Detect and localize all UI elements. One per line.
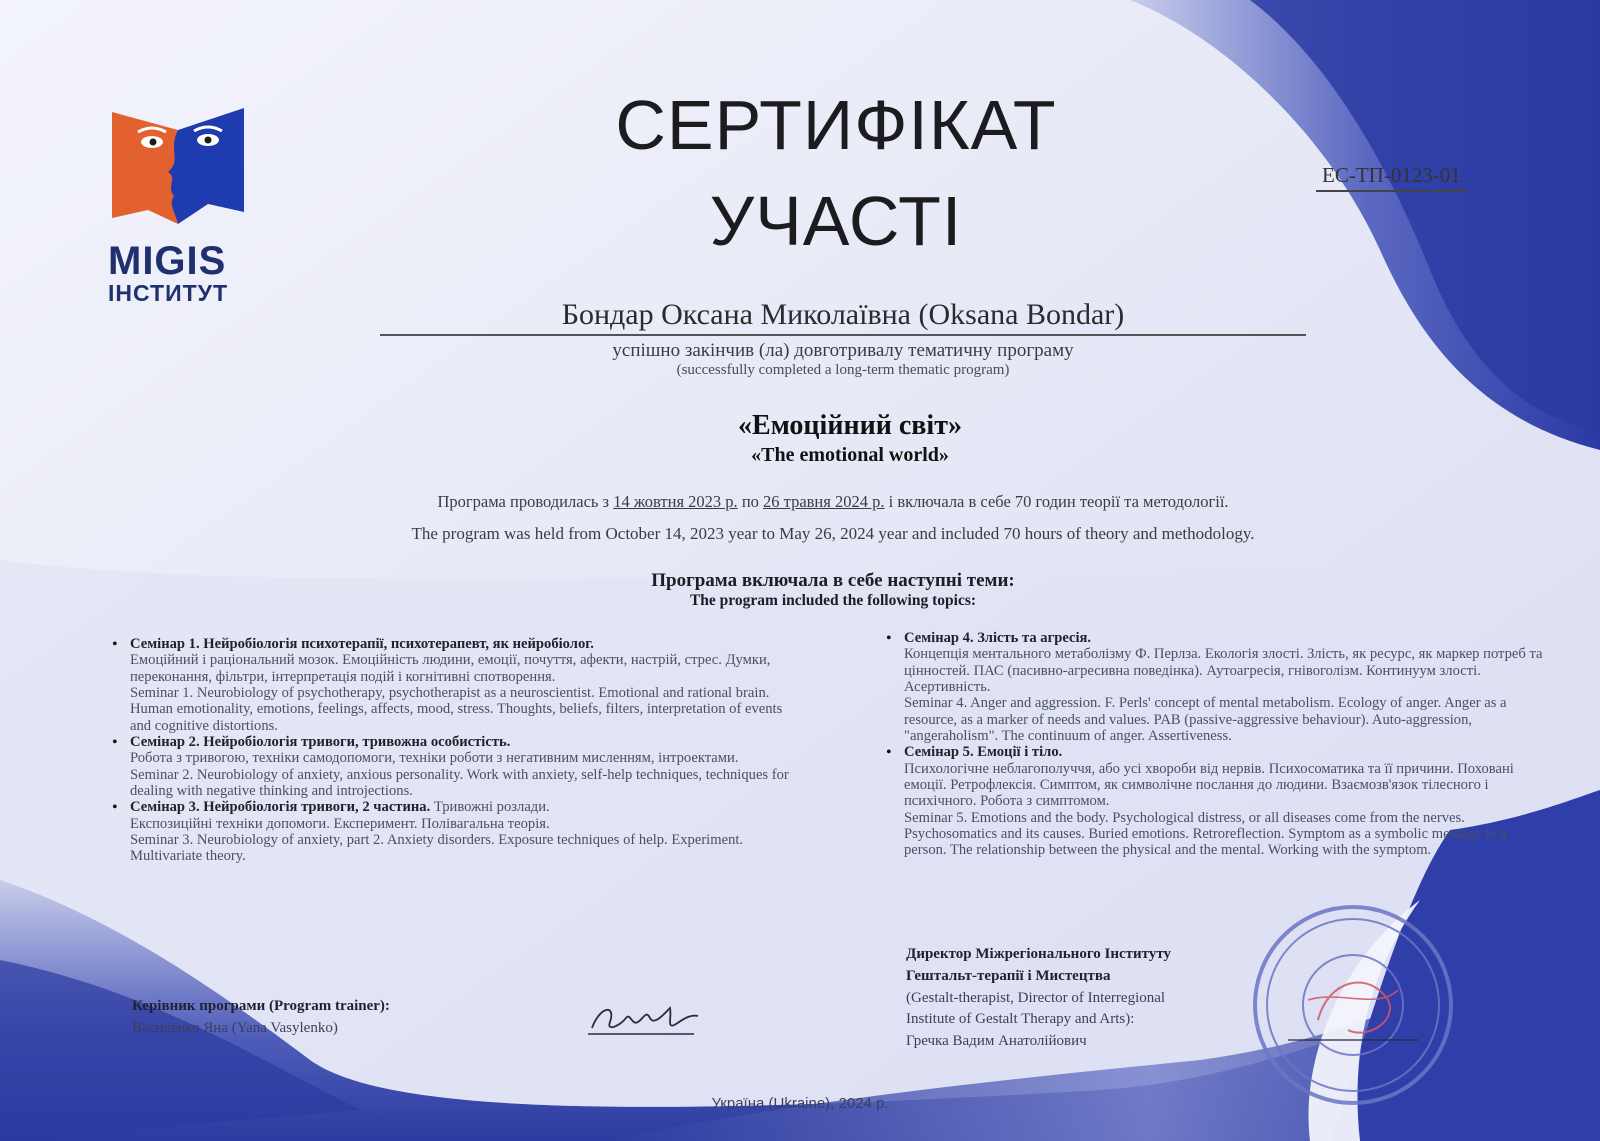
period-prefix: Програма проводилась з	[437, 492, 610, 511]
director-en-line2: Institute of Gestalt Therapy and Arts):	[906, 1011, 1135, 1028]
seminar-title: Семінар 1. Нейробіологія психотерапії, психотерапевт, як нейробіолог.	[130, 636, 594, 652]
seminar-desc-en: Seminar 2. Neurobiology of anxiety, anxious personality. Work with anxiety, self-help techniques, techniques for dealing with negative thinking and introjections.	[130, 766, 789, 800]
seminar-title-suffix: Тривожні розлади.	[433, 799, 550, 816]
bullet-icon: •	[112, 636, 118, 653]
institute-logo	[108, 100, 258, 306]
director-name: Гречка Вадим Анатолійович	[906, 1033, 1087, 1049]
seminar-title: Семінар 3. Нейробіологія тривоги, 2 частина.	[130, 799, 431, 816]
program-title-ua: «Емоційний світ»	[738, 410, 962, 441]
logo-name: MIGIS	[108, 239, 227, 283]
program-period-en: The program was held from October 14, 2023 year to May 26, 2024 year and included 70 hours of theory and methodology.	[411, 524, 1255, 543]
program-title-en: «The emotional world»	[751, 444, 949, 466]
seminar-desc-ua: Експозиційні техніки допомоги. Експеримент. Полівагальна теорія.	[130, 815, 550, 832]
topics-left-column	[110, 636, 790, 865]
director-title-line2: Гештальт-терапії і Мистецтва	[906, 967, 1111, 984]
seminar-desc-ua: Психологічне неблагополуччя, або усі хвороби від нервів. Психосоматика та її причини. Поховані емоції. Ретрофлексія. Симптом, як символічне послання до людини. Взаємозв'язок тілесного і психічного. Робота з симптомом.	[904, 760, 1514, 810]
seminar-desc-ua: Концепція ментального метаболізму Ф. Перлза. Екологія злості. Злість, як ресурс, як маркер потреб та цінностей. ПАС (пасивно-агресивна поведінка). Аутоагресія, гнівоголізм. Континуум злості. Асертивність.	[904, 646, 1543, 696]
period-start-date: 14 жовтня 2023 р.	[613, 492, 738, 511]
seminar-title: Семінар 2. Нейробіологія тривоги, тривожна особистість.	[130, 734, 511, 751]
seminar-title: Семінар 4. Злість та агресія.	[904, 630, 1092, 646]
program-title-block	[500, 410, 1200, 467]
footer-place-date: Україна (Ukraine), 2024 р.	[711, 1095, 889, 1112]
institute-seal-icon	[1248, 900, 1458, 1110]
seminar-item	[110, 734, 790, 799]
bullet-icon: •	[112, 734, 118, 752]
seminar-item	[884, 744, 1544, 858]
trainer-label: Керівник програми (Program trainer):	[132, 998, 390, 1014]
seminar-item	[110, 636, 790, 734]
bullet-icon: •	[112, 799, 118, 817]
period-end-date: 26 травня 2024 р.	[763, 492, 885, 511]
seminar-desc-en: Seminar 5. Emotions and the body. Psychological distress, or all diseases come from the nerves. Psychosomatics and its causes. Buried emotions. Retroreflection. Symptom as a symbolic message to a person. The relationship between the physical and the mental. Working with the symptom.	[904, 809, 1507, 859]
period-suffix: і включала в себе 70 годин теорії та методології.	[888, 492, 1229, 511]
trainer-name: Василенко Яна (Yana Vasylenko)	[132, 1019, 338, 1036]
certificate-number: ЕС-ТП-0123-01	[1316, 163, 1467, 192]
trainer-signature-block	[132, 996, 572, 1040]
certificate-title-line1: СЕРТИФІКАТ	[615, 86, 1057, 164]
period-middle: по	[741, 492, 759, 511]
director-en-line1: (Gestalt-therapist, Director of Interregional	[906, 989, 1166, 1006]
recipient-block	[380, 298, 1306, 379]
seminar-title: Семінар 5. Емоції і тіло.	[904, 744, 1063, 761]
seminar-item	[884, 630, 1544, 744]
seminar-desc-ua: Емоційний і раціональний мозок. Емоційність людини, емоції, почуття, афекти, настрій, стрес. Думки, переконання, фільтри, інтерпретація подій і когнітивні спотворення.	[130, 652, 771, 685]
two-faces-book-logo-icon	[108, 100, 248, 230]
topics-right-column	[884, 630, 1544, 859]
completed-text-en: (successfully completed a long-term thematic program)	[676, 362, 1010, 378]
seminar-desc-en: Seminar 1. Neurobiology of psychotherapy, psychotherapist as a neuroscientist. Emotional and rational brain. Human emotionality, emotions, feelings, affects, mood, stress. Thoughts, beliefs, filters, interpretation of events and cognitive distortions.	[130, 685, 783, 734]
program-period-ua	[200, 492, 1466, 512]
seminar-item	[110, 799, 790, 864]
director-title-line1: Директор Міжрегіонального Інституту	[906, 946, 1171, 962]
seminar-desc-en: Seminar 4. Anger and aggression. F. Perls' concept of mental metabolism. Ecology of anger. Anger as a resource, as a marker of needs and values. PAB (passive-aggressive behaviour). Auto-aggression, "angeraholism". The continuum of anger. Assertiveness.	[904, 695, 1507, 745]
topics-heading	[450, 570, 1216, 610]
director-signature-block	[906, 944, 1286, 1053]
trainer-signature-icon	[586, 996, 706, 1042]
seminar-desc-en: Seminar 3. Neurobiology of anxiety, part 2. Anxiety disorders. Exposure techniques of help. Experiment. Multivariate theory.	[130, 832, 744, 865]
topics-heading-en: The program included the following topics:	[689, 592, 977, 609]
bullet-icon: •	[886, 630, 892, 647]
logo-subtitle: ІНСТИТУТ	[108, 280, 229, 306]
completed-text-ua: успішно закінчив (ла) довготривалу тематичну програму	[612, 340, 1074, 361]
seminar-desc-ua: Робота з тривогою, техніки самодопомоги, техніки роботи з негативним мисленням, інтроектами.	[130, 750, 739, 767]
recipient-name: Бондар Оксана Миколаївна (Oksana Bondar)	[380, 298, 1306, 336]
topics-heading-ua: Програма включала в себе наступні теми:	[651, 570, 1015, 591]
bullet-icon: •	[886, 744, 892, 762]
certificate-title-line2: УЧАСТІ	[709, 182, 963, 260]
